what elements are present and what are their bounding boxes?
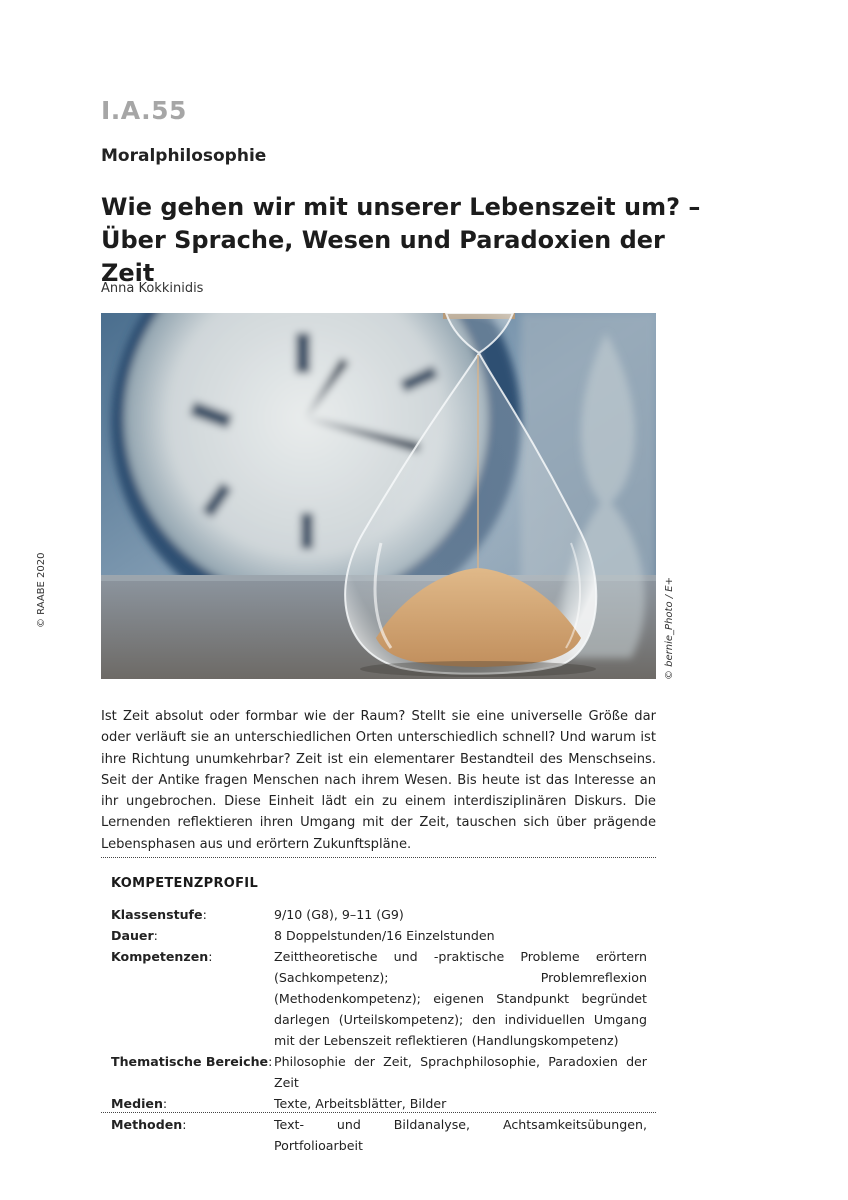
page-title <box>101 191 701 290</box>
unit-code: I.A.55 <box>101 96 187 125</box>
profile-value: Texte, Arbeitsblätter, Bilder <box>274 1096 447 1111</box>
hourglass-photo <box>101 313 656 679</box>
profile-value: Zeittheoretische und -praktische Probleme erörtern (Sachkompetenz); Problemreflexion (Methodenkompetenz); eigenen Standpunkt begründet darlegen (Urteilskompetenz); den individuellen Umgang mit der Lebenszeit reflektieren (Handlungskompetenz) <box>274 949 647 1048</box>
divider-top <box>101 857 656 858</box>
photo-credit: © bernie_Photo / E+ <box>664 576 675 680</box>
intro-paragraph: Ist Zeit absolut oder formbar wie der Raum? Stellt sie eine universelle Größe dar oder verläuft sie an unterschiedlichen Orten unterschiedlich schnell? Und warum ist ihre Richtung unumkehrbar? Zeit ist ein elementarer Bestandteil des Menschseins. Seit der Antike fragen Menschen nach ihrem Wesen. Bis heute ist das Interesse an ihr ungebrochen. Diese Einheit lädt ein zu einem interdisziplinären Diskurs. Die Lernenden reflektieren ihren Umgang mit der Zeit, tauschen sich über prägende Lebensphasen aus und erörtern Zukunftspläne. <box>101 709 656 852</box>
competence-profile-table <box>111 904 647 1156</box>
profile-row <box>111 1093 647 1114</box>
profile-row <box>111 1114 647 1156</box>
profile-value: 9/10 (G8), 9–11 (G9) <box>274 907 404 922</box>
profile-key: Klassenstufe: <box>111 907 207 922</box>
profile-key: Kompetenzen: <box>111 949 213 964</box>
profile-value: Philosophie der Zeit, Sprachphilosophie, Paradoxien der Zeit <box>274 1054 647 1090</box>
title-line-1: Wie gehen wir mit unserer Lebenszeit um? – <box>101 193 701 221</box>
author: Anna Kokkinidis <box>101 281 204 296</box>
profile-key: Dauer: <box>111 928 158 943</box>
profile-key: Methoden: <box>111 1117 187 1132</box>
copyright-note: © RAABE 2020 <box>36 552 47 628</box>
profile-row <box>111 1051 647 1093</box>
title-line-2: Über Sprache, Wesen und Paradoxien der Zeit <box>101 226 665 287</box>
profile-key: Thematische Bereiche: <box>111 1054 273 1069</box>
profile-value: Text- und Bildanalyse, Achtsamkeitsübungen, Portfolioarbeit <box>274 1117 647 1153</box>
profile-row <box>111 925 647 946</box>
profile-key: Medien: <box>111 1096 168 1111</box>
competence-profile-heading: KOMPETENZPROFIL <box>111 876 259 891</box>
divider-bottom <box>101 1112 656 1113</box>
profile-value: 8 Doppelstunden/16 Einzelstunden <box>274 928 495 943</box>
profile-row <box>111 904 647 925</box>
profile-row <box>111 946 647 1051</box>
subject-heading: Moralphilosophie <box>101 146 267 166</box>
